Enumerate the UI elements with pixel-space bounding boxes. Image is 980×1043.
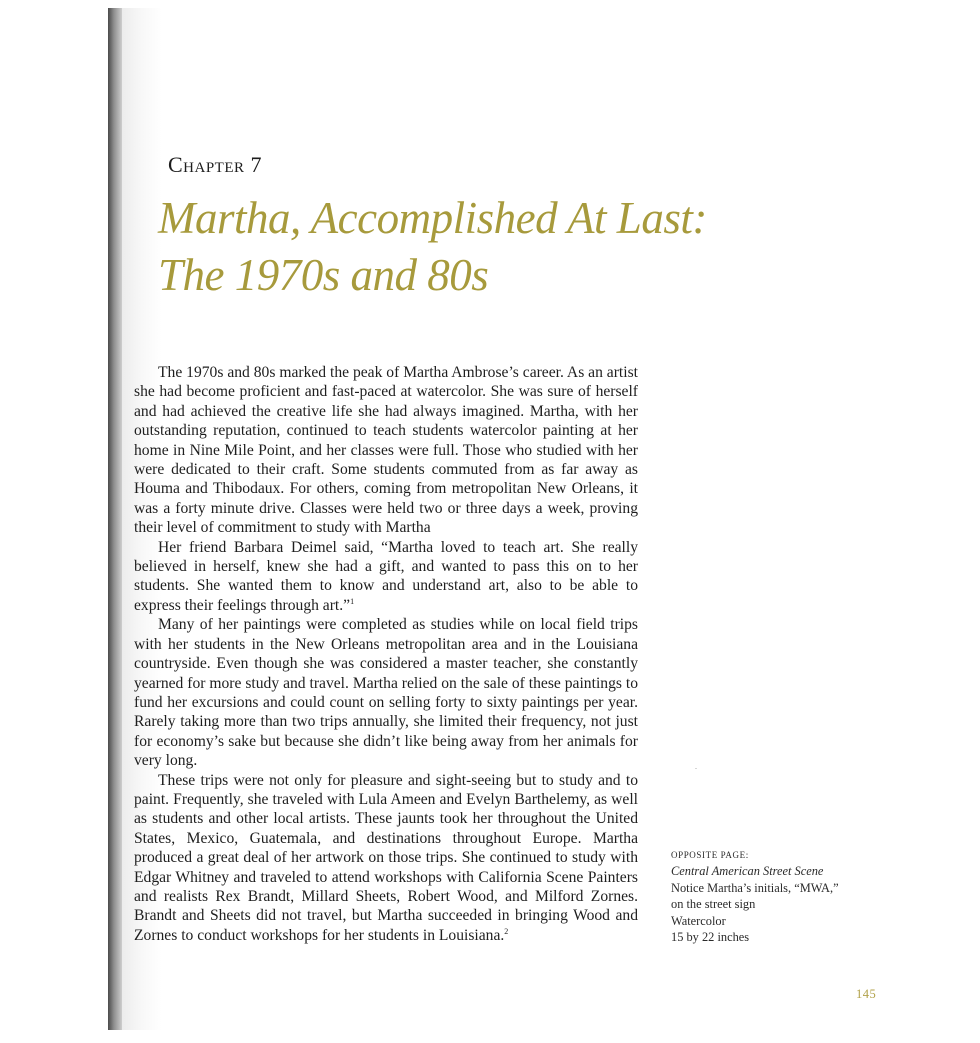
scan-speck — [695, 768, 697, 769]
body-text — [134, 363, 638, 945]
caption-size: 15 by 22 inches — [671, 930, 750, 945]
caption-label: OPPOSITE PAGE: — [671, 850, 749, 860]
paragraph-2 — [134, 538, 638, 616]
chapter-label: Chapter 7 — [168, 152, 263, 177]
paragraph-2-text: Her friend Barbara Deimel said, “Martha loved to teach art. She really believed in herself, knew she had a gift, and wanted to pass this on to her students. She wanted them to know and understand art, also to be able to express their feelings through art.” — [134, 538, 638, 614]
paragraph-3 — [134, 615, 638, 770]
paragraph-1-text: The 1970s and 80s marked the peak of Martha Ambrose’s career. As an artist she had become proficient and fast-paced at watercolor. She was sure of herself and had achieved the creative life she had always imagined. Martha, with her outstanding reputation, continued to teach students watercolor painting at her home in Nine Mile Point, and her classes were full. Those who studied with her were dedicated to their craft. Some students commuted from as far away as Houma and Thibodaux. For others, coming from metropolitan New Orleans, it was a forty minute drive. Classes were held two or three days a week, proving their level of commitment to study with Martha — [134, 364, 638, 537]
paragraph-3-text: Many of her paintings were completed as studies while on local field trips with her students in the New Orleans metropolitan area and in the Louisiana countryside. Even though she was considered a master teacher, she constantly yearned for more study and travel. Martha relied on the sale of these paintings to fund her excursions and could count on selling forty to sixty paintings per year. Rarely taking more than two trips annually, she limited their frequency, not just for economy’s sake but because she didn’t like being away from her animals for very long. — [134, 616, 638, 770]
chapter-title — [158, 190, 778, 304]
footnote-ref-2: 2 — [504, 926, 509, 936]
paragraph-4 — [134, 771, 638, 946]
caption-medium: Watercolor — [671, 913, 726, 928]
page-number: 145 — [856, 987, 877, 1001]
chapter-title-line-2: The 1970s and 80s — [158, 250, 489, 300]
caption-title: Central American Street Scene — [671, 864, 824, 879]
binding-shadow-top — [108, 0, 132, 8]
figure-caption — [671, 847, 901, 945]
chapter-title-line-1: Martha, Accomplished At Last: — [158, 193, 707, 243]
paragraph-4-text: These trips were not only for pleasure and sight-seeing but to study and to paint. Frequently, she traveled with Lula Ameen and Evelyn Barthelemy, as well as students and other local artists. These jaunts took her throughout the United States, Mexico, Guatemala, and destinations throughout Europe. Martha produced a great deal of her artwork on those trips. She continued to study with Edgar Whitney and traveled to attend workshops with California Scene Painters and realists Rex Brandt, Millard Sheets, Robert Wood, and Milford Zornes. Brandt and Sheets did not travel, but Martha succeeded in bringing Wood and Zornes to conduct workshops for her students in Louisiana. — [134, 771, 638, 944]
paragraph-1 — [134, 363, 638, 538]
caption-line-1: Notice Martha’s initials, “MWA,” — [671, 880, 839, 895]
footnote-ref-1: 1 — [350, 596, 355, 606]
caption-line-2: on the street sign — [671, 897, 756, 912]
